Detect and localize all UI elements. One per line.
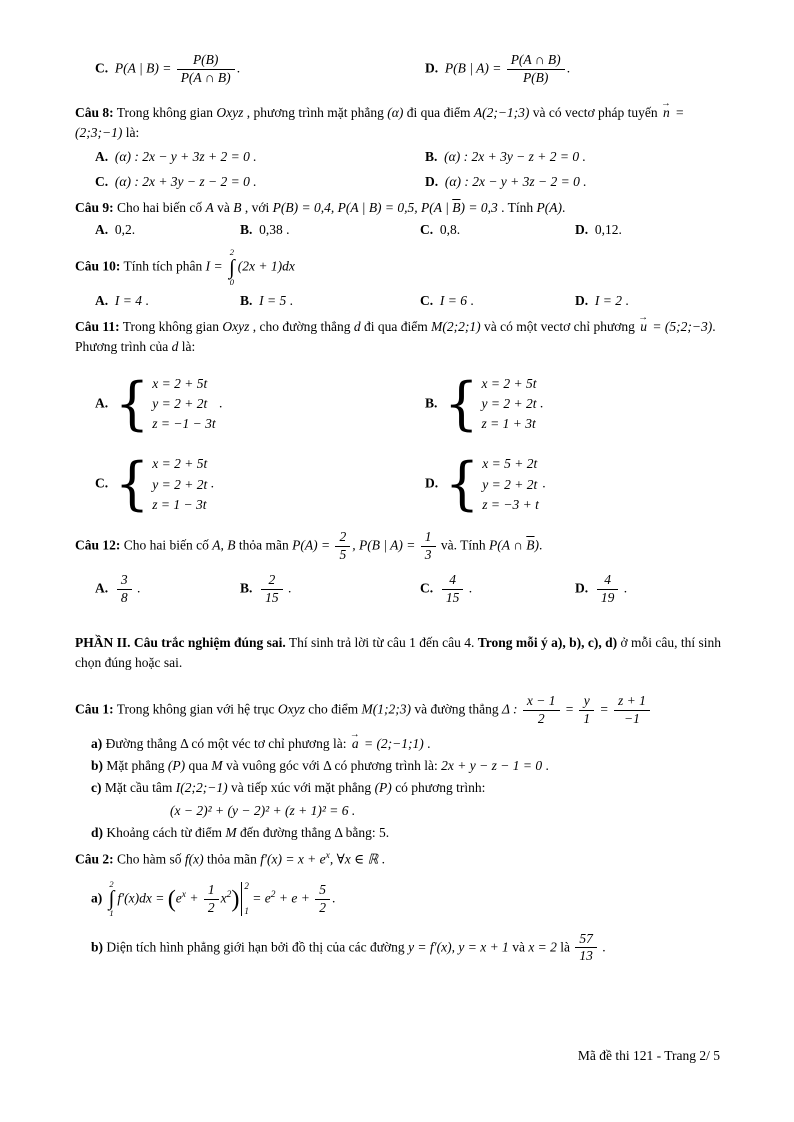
- text-segment: thỏa mãn: [203, 851, 261, 867]
- text-segment: (P): [167, 758, 186, 774]
- text-segment: 0,38 .: [252, 222, 290, 237]
- text-segment: .: [466, 292, 474, 308]
- fraction: $\frac{z + 1}{-1}$: [614, 693, 650, 728]
- text-segment: .: [536, 395, 544, 411]
- text-segment: .: [539, 537, 543, 553]
- option-b: [425, 372, 722, 437]
- text-segment: C.: [420, 580, 434, 596]
- text-segment: cho điểm: [304, 701, 362, 717]
- text-segment: đến đường thẳng Δ bằng: 5.: [236, 824, 390, 840]
- integral-sign: 2 ∫ 1: [108, 878, 115, 919]
- option-d: [575, 572, 722, 607]
- option-b: [425, 147, 722, 167]
- text-segment: B.: [240, 580, 253, 596]
- text-segment: và. Tính: [437, 537, 490, 553]
- question-11-stem: [75, 317, 722, 358]
- option-c: [420, 220, 575, 240]
- equation-system: { x = 2 + 5t y = 2 + 2t z = 1 + 3t: [444, 370, 537, 437]
- option-d: [575, 291, 722, 311]
- text-segment: B.: [240, 292, 253, 308]
- text-segment: Δ :: [501, 701, 521, 717]
- text-segment: I = 5: [259, 292, 287, 308]
- text-segment: .: [284, 580, 292, 596]
- text-segment: [102, 890, 105, 905]
- fraction: $\frac{1}{3}$: [421, 529, 436, 564]
- equation-system: { x = 5 + 2t y = 2 + 2t z = −3 + t: [444, 450, 539, 517]
- text-segment: Cho hai biến cố: [113, 199, 206, 215]
- option-c: [420, 291, 575, 311]
- text-segment: C.: [95, 173, 109, 189]
- text-segment: [108, 60, 115, 75]
- text-segment: D.: [575, 292, 589, 308]
- text-segment: Câu 9:: [75, 199, 114, 215]
- text-segment: + e +: [275, 890, 314, 906]
- fraction: $\frac{4}{19}$: [597, 572, 619, 607]
- question-8-stem: [75, 103, 722, 144]
- text-segment: .: [207, 475, 214, 491]
- text-segment: I = 6: [439, 292, 467, 308]
- text-segment: (α): [387, 104, 404, 120]
- text-segment: Câu 2:: [75, 851, 114, 867]
- text-segment: .: [236, 60, 241, 76]
- text-segment: I = 4: [114, 292, 142, 308]
- fraction: $\frac{4}{15}$: [442, 572, 464, 607]
- text-segment: Mặt cầu tâm: [101, 780, 176, 796]
- text-segment: Oxyz: [222, 319, 250, 335]
- text-segment: D.: [575, 580, 589, 596]
- text-segment: b): [91, 938, 104, 954]
- part2-question-1-stem: [75, 693, 722, 728]
- text-segment: [588, 580, 595, 595]
- text-segment: (α) : 2x − y + 3z + 2 = 0 .: [114, 149, 257, 165]
- text-segment: Trong không gian: [119, 319, 223, 335]
- text-segment: = e: [248, 890, 271, 906]
- option-c: [95, 52, 425, 87]
- option-a: [95, 372, 425, 437]
- text-segment: A.: [95, 292, 109, 308]
- text-segment: (α) : 2x + 3y − z + 2 = 0 .: [444, 149, 586, 165]
- text-segment: A.: [95, 580, 109, 596]
- text-segment: d: [353, 319, 361, 335]
- text-segment: M: [211, 758, 223, 774]
- text-segment: Diện tích hình phẳng giới hạn bởi đồ thị của các đường: [103, 938, 409, 954]
- text-segment: C.: [95, 60, 109, 76]
- text-segment: là: [556, 938, 574, 954]
- part2-q1-item-d: [75, 823, 722, 843]
- text-segment: I(2;2;−1): [175, 780, 228, 796]
- fraction: $\frac{2}{15}$: [261, 572, 283, 607]
- text-segment: [438, 60, 445, 75]
- text-segment: và vuông góc với Δ có phương trình là:: [222, 758, 442, 774]
- evaluation-bar: 2 1: [241, 882, 249, 916]
- text-segment: [108, 149, 115, 164]
- text-segment: , ∀x ∈ ℝ: [329, 851, 379, 867]
- text-segment: Mặt phẳng: [103, 758, 168, 774]
- text-segment: d: [171, 339, 179, 355]
- text-segment: c): [91, 780, 102, 796]
- text-segment: Câu 8:: [75, 104, 114, 120]
- text-segment: [588, 293, 595, 308]
- text-segment: A(2;−1;3): [473, 104, 530, 120]
- text-segment: I =: [205, 258, 226, 274]
- text-segment: [108, 174, 115, 189]
- text-segment: .: [215, 395, 223, 411]
- text-segment: . Tính: [497, 199, 537, 215]
- part2-question-2-stem: [75, 849, 722, 870]
- part2-q1-item-c: [75, 778, 722, 798]
- question-7-options-row: [75, 52, 722, 87]
- text-segment: có phương trình:: [391, 780, 486, 796]
- vector-symbol: a →: [352, 736, 359, 751]
- option-b: [240, 220, 420, 240]
- text-segment: P(A) =: [292, 537, 334, 553]
- text-segment: và tiếp xúc với mặt phẳng: [227, 780, 375, 796]
- text-segment: M(1;2;3): [361, 701, 412, 717]
- text-segment: Câu 12:: [75, 537, 121, 553]
- text-segment: P(A | B) =: [114, 60, 175, 76]
- text-segment: P(A): [536, 199, 562, 215]
- text-segment: (α) : 2x + 3y − z − 2 = 0 .: [114, 173, 257, 189]
- fraction: $\frac{y}{1}$: [579, 693, 594, 728]
- question-9-stem: [75, 198, 722, 218]
- text-segment: và có vectơ pháp tuyến: [529, 104, 662, 120]
- text-segment: .: [465, 580, 473, 596]
- text-segment: B: [233, 199, 242, 215]
- text-segment: , phương trình mặt phẳng: [243, 104, 388, 120]
- text-segment: ở mỗi câu, thí sinh chọn đúng hoặc sai.: [75, 634, 725, 670]
- text-segment: ) = 0,3: [460, 199, 498, 215]
- text-segment: x: [220, 890, 227, 906]
- text-segment: A.: [95, 222, 109, 237]
- text-segment: C.: [420, 292, 434, 308]
- text-segment: (: [167, 885, 176, 913]
- text-segment: Oxyz: [277, 701, 305, 717]
- text-segment: .: [621, 292, 629, 308]
- fraction: $\frac{5}{2}$: [315, 882, 330, 917]
- text-segment: I = 2: [594, 292, 622, 308]
- text-segment: M(2;2;1): [431, 319, 481, 335]
- text-segment: [433, 580, 440, 595]
- text-segment: ): [534, 537, 540, 553]
- text-segment: y = f′(x), y = x + 1: [408, 938, 509, 954]
- text-segment: [252, 580, 259, 595]
- text-segment: (P): [374, 780, 392, 796]
- text-segment: và: [213, 199, 234, 215]
- vector-symbol: n →: [663, 105, 670, 120]
- text-segment: C.: [420, 222, 434, 237]
- text-segment: f′(x)dx =: [117, 890, 168, 906]
- text-segment: 0,2.: [108, 222, 136, 237]
- text-segment: P(A ∩: [489, 537, 527, 553]
- text-segment: là:: [122, 125, 140, 140]
- option-a: [95, 147, 425, 167]
- text-segment: .: [141, 292, 149, 308]
- text-segment: là:: [178, 339, 196, 355]
- text-segment: .: [423, 735, 431, 751]
- text-segment: thỏa mãn: [235, 537, 293, 553]
- fraction: $\frac{57}{13}$: [575, 931, 597, 966]
- fraction: $\frac{2}{5}$: [335, 529, 350, 564]
- fraction: $\frac{3}{8}$: [117, 572, 132, 607]
- text-segment: và có một vectơ chỉ phương: [480, 319, 639, 335]
- fraction: $\frac{x - 1}{2}$: [523, 693, 560, 728]
- text-segment: ): [231, 885, 240, 913]
- text-segment: .: [542, 758, 549, 774]
- text-segment: , cho đường thẳng: [249, 319, 354, 335]
- text-segment: Tính tích phân: [120, 258, 206, 274]
- text-segment: A, B: [212, 537, 236, 553]
- text-segment: A: [205, 199, 214, 215]
- equation-system: { x = 2 + 5t y = 2 + 2t z = −1 − 3t: [114, 370, 216, 437]
- text-segment: Thí sinh trả lời từ câu 1 đến câu 4.: [285, 634, 478, 650]
- text-segment: Câu 10:: [75, 258, 121, 274]
- part2-q1-item-c-equation: [75, 801, 722, 821]
- text-segment: Câu 11:: [75, 319, 120, 335]
- text-segment: PHẦN II. Câu trắc nghiệm đúng sai.: [75, 634, 286, 650]
- text-segment: Khoảng cách từ điểm: [103, 824, 226, 840]
- text-segment: f(x): [184, 851, 204, 867]
- question-8-options: [75, 147, 722, 192]
- part2-q1-item-a: [75, 734, 722, 754]
- option-d: [425, 172, 722, 192]
- text-segment: Câu 1:: [75, 701, 114, 717]
- text-segment: Trong không gian: [113, 104, 217, 120]
- fraction: $\frac{1}{2}$: [204, 882, 219, 917]
- text-segment: (α) : 2x − y + 3z − 2 = 0 .: [444, 173, 587, 189]
- text-segment: và đường thẳng: [411, 701, 502, 717]
- part2-q1-item-b: [75, 756, 722, 776]
- question-11-options: [75, 372, 722, 518]
- text-segment: đi qua điểm: [403, 104, 474, 120]
- part2-q2-item-a: [75, 880, 722, 919]
- text-segment: 2: [226, 889, 232, 900]
- option-a: [95, 572, 240, 607]
- text-segment: [433, 293, 440, 308]
- question-12-options: [75, 572, 722, 607]
- option-d: [425, 52, 722, 87]
- text-segment: x: [325, 851, 330, 862]
- overbar-symbol: $\overline{B}$: [526, 537, 535, 553]
- part-2-heading: [75, 633, 725, 674]
- text-segment: qua: [185, 758, 212, 774]
- text-segment: B.: [425, 395, 438, 411]
- text-segment: Trong không gian với hệ trục: [113, 701, 278, 717]
- text-segment: 0,12.: [588, 222, 622, 237]
- text-segment: =: [596, 701, 613, 717]
- text-segment: .: [538, 475, 546, 491]
- text-segment: A.: [95, 395, 109, 411]
- text-segment: .: [331, 890, 336, 906]
- text-segment: M: [225, 824, 237, 840]
- text-segment: (2x + 1)dx: [237, 258, 295, 274]
- text-segment: e: [175, 890, 182, 906]
- option-d: [575, 220, 722, 240]
- text-segment: P(B | A) =: [444, 60, 505, 76]
- text-segment: x = 2: [528, 938, 557, 954]
- text-segment: [438, 174, 445, 189]
- text-segment: d): [91, 824, 104, 840]
- option-b: [240, 291, 420, 311]
- option-a: [95, 220, 240, 240]
- text-segment: Trong mỗi ý a), b), c), d): [477, 634, 618, 650]
- overbar-symbol: $\overline{B}$: [452, 199, 461, 215]
- option-c: [95, 172, 425, 192]
- text-segment: Cho hai biến cố: [120, 537, 213, 553]
- text-segment: D.: [425, 475, 439, 491]
- text-segment: , với: [241, 199, 273, 215]
- text-segment: A.: [95, 149, 109, 165]
- text-segment: a): [91, 890, 103, 906]
- text-segment: (x − 2)² + (y − 2)² + (z + 1)² = 6 .: [170, 802, 356, 818]
- option-c: [420, 572, 575, 607]
- text-segment: 0,8.: [433, 222, 461, 237]
- text-segment: .: [133, 580, 141, 596]
- text-segment: = (5;2;−3): [649, 319, 713, 335]
- option-a: [95, 291, 240, 311]
- text-segment: .: [378, 851, 385, 867]
- text-segment: D.: [575, 222, 589, 237]
- fraction: $\frac{P(A \cap B)}{P(B)}$: [507, 52, 565, 87]
- text-segment: 2: [270, 889, 276, 900]
- text-segment: a): [91, 735, 103, 751]
- text-segment: +: [185, 890, 202, 906]
- text-segment: f′(x) = x + e: [260, 851, 326, 867]
- text-segment: và: [508, 938, 529, 954]
- question-10-options: [75, 291, 722, 311]
- text-segment: Cho hàm số: [113, 851, 185, 867]
- page-footer: Mã đề thi 121 - Trang 2/ 5: [577, 1048, 720, 1063]
- text-segment: 2x + y − z − 1 = 0: [441, 758, 543, 774]
- text-segment: x: [181, 889, 186, 900]
- text-segment: [108, 476, 115, 491]
- text-segment: [108, 395, 115, 410]
- text-segment: =: [561, 701, 578, 717]
- text-segment: = (2;3;−1): [75, 104, 688, 140]
- question-9-options: [75, 220, 722, 240]
- question-10-stem: [75, 248, 722, 287]
- text-segment: Oxyz: [216, 104, 244, 120]
- text-segment: b): [91, 758, 104, 774]
- text-segment: Đường thẳng Δ có một véc tơ chỉ phương là:: [102, 735, 350, 751]
- text-segment: .: [566, 60, 571, 76]
- text-segment: .: [598, 938, 606, 954]
- text-segment: B.: [425, 149, 438, 165]
- integral-sign: 2 ∫ 0: [229, 247, 235, 287]
- text-segment: đi qua điểm: [360, 319, 432, 335]
- text-segment: [437, 395, 444, 410]
- text-segment: C.: [95, 475, 109, 491]
- text-segment: D.: [425, 60, 439, 76]
- text-segment: , P(B | A) =: [352, 537, 419, 553]
- option-c: [95, 452, 425, 517]
- text-segment: .: [620, 580, 628, 596]
- text-segment: D.: [425, 173, 439, 189]
- text-segment: [108, 580, 115, 595]
- equation-system: { x = 2 + 5t y = 2 + 2t z = 1 − 3t: [114, 450, 208, 517]
- question-12-stem: [75, 529, 722, 564]
- fraction: $\frac{P(B)}{P(A \cap B)}$: [177, 52, 235, 87]
- text-segment: P(B) = 0,4, P(A | B) = 0,5, P(A |: [272, 199, 453, 215]
- text-segment: [108, 293, 115, 308]
- option-d: [425, 452, 722, 517]
- text-segment: [438, 476, 445, 491]
- text-segment: . Phương trình của: [75, 319, 719, 355]
- text-segment: B.: [240, 222, 253, 237]
- text-segment: = (2;−1;1): [360, 735, 424, 751]
- text-segment: .: [561, 199, 566, 215]
- text-segment: .: [286, 292, 293, 308]
- option-b: [240, 572, 420, 607]
- vector-symbol: u →: [640, 319, 647, 334]
- part2-q2-item-b: [75, 931, 722, 966]
